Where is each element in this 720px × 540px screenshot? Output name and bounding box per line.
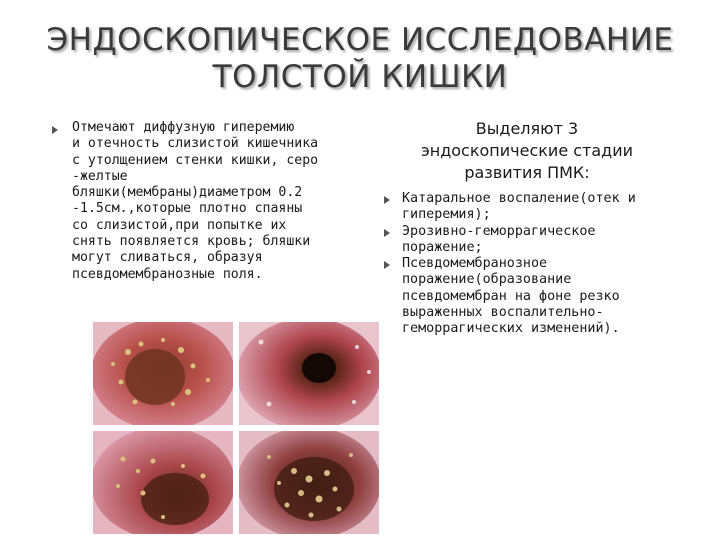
endoscopy-photo-3 [93,431,233,534]
left-description [72,120,372,283]
endoscopy-photo-grid [93,322,381,536]
stage-line: геморрагических изменений). [402,321,620,337]
endoscopy-photo-2 [239,322,379,425]
stage-line: гиперемия); [402,207,491,223]
stages-heading [392,118,662,184]
left-line: -желтые [72,168,128,184]
stage-line: поражение(образование [402,272,572,288]
stage-line: псевдомембран на фоне резко [402,288,620,304]
heading-line: развития ПМК: [464,163,590,182]
title-line-2: ТОЛСТОЙ КИШКИ [212,59,508,95]
stage-line: Псевдомембранозное [402,256,548,272]
stage-line: Эрозивно-геморрагическое [402,223,596,239]
left-line: могут сливаться, образуя [72,250,263,266]
left-line: бляшки(мембраны)диаметром 0.2 [72,185,303,201]
bullet-arrow-icon [384,229,390,237]
stage-item-1 [382,191,672,224]
bullet-arrow-icon [52,126,58,134]
left-line: со слизистой,при попытке их [72,217,287,233]
bullet-arrow-icon [384,196,390,204]
heading-line: эндоскопические стадии [420,141,634,160]
left-line: с утолщением стенки кишки, серо [72,152,319,168]
stage-line: поражение; [402,239,483,255]
left-line: Отмечают диффузную гиперемию [72,120,295,135]
stages-list [382,191,672,338]
stage-line: Катаральное воспаление(отек и [402,191,636,206]
stage-item-3 [382,256,672,337]
title-line-1: ЭНДОСКОПИЧЕСКОЕ ИССЛЕДОВАНИЕ [46,22,674,58]
stage-line: выраженных воспалительно- [402,305,604,321]
bullet-arrow-icon [384,261,390,269]
left-line: снять появляется кровь; бляшки [72,234,311,250]
endoscopy-photo-4 [239,431,379,534]
left-line: -1.5см.,которые плотно спаяны [72,201,303,217]
page-title [20,22,700,96]
left-line: псевдомембранозные поля. [72,266,263,282]
endoscopy-photo-1 [93,322,233,425]
stage-item-2 [382,224,672,257]
heading-line: Выделяют 3 [475,119,579,138]
left-line: и отечность слизистой кишечника [72,136,319,152]
